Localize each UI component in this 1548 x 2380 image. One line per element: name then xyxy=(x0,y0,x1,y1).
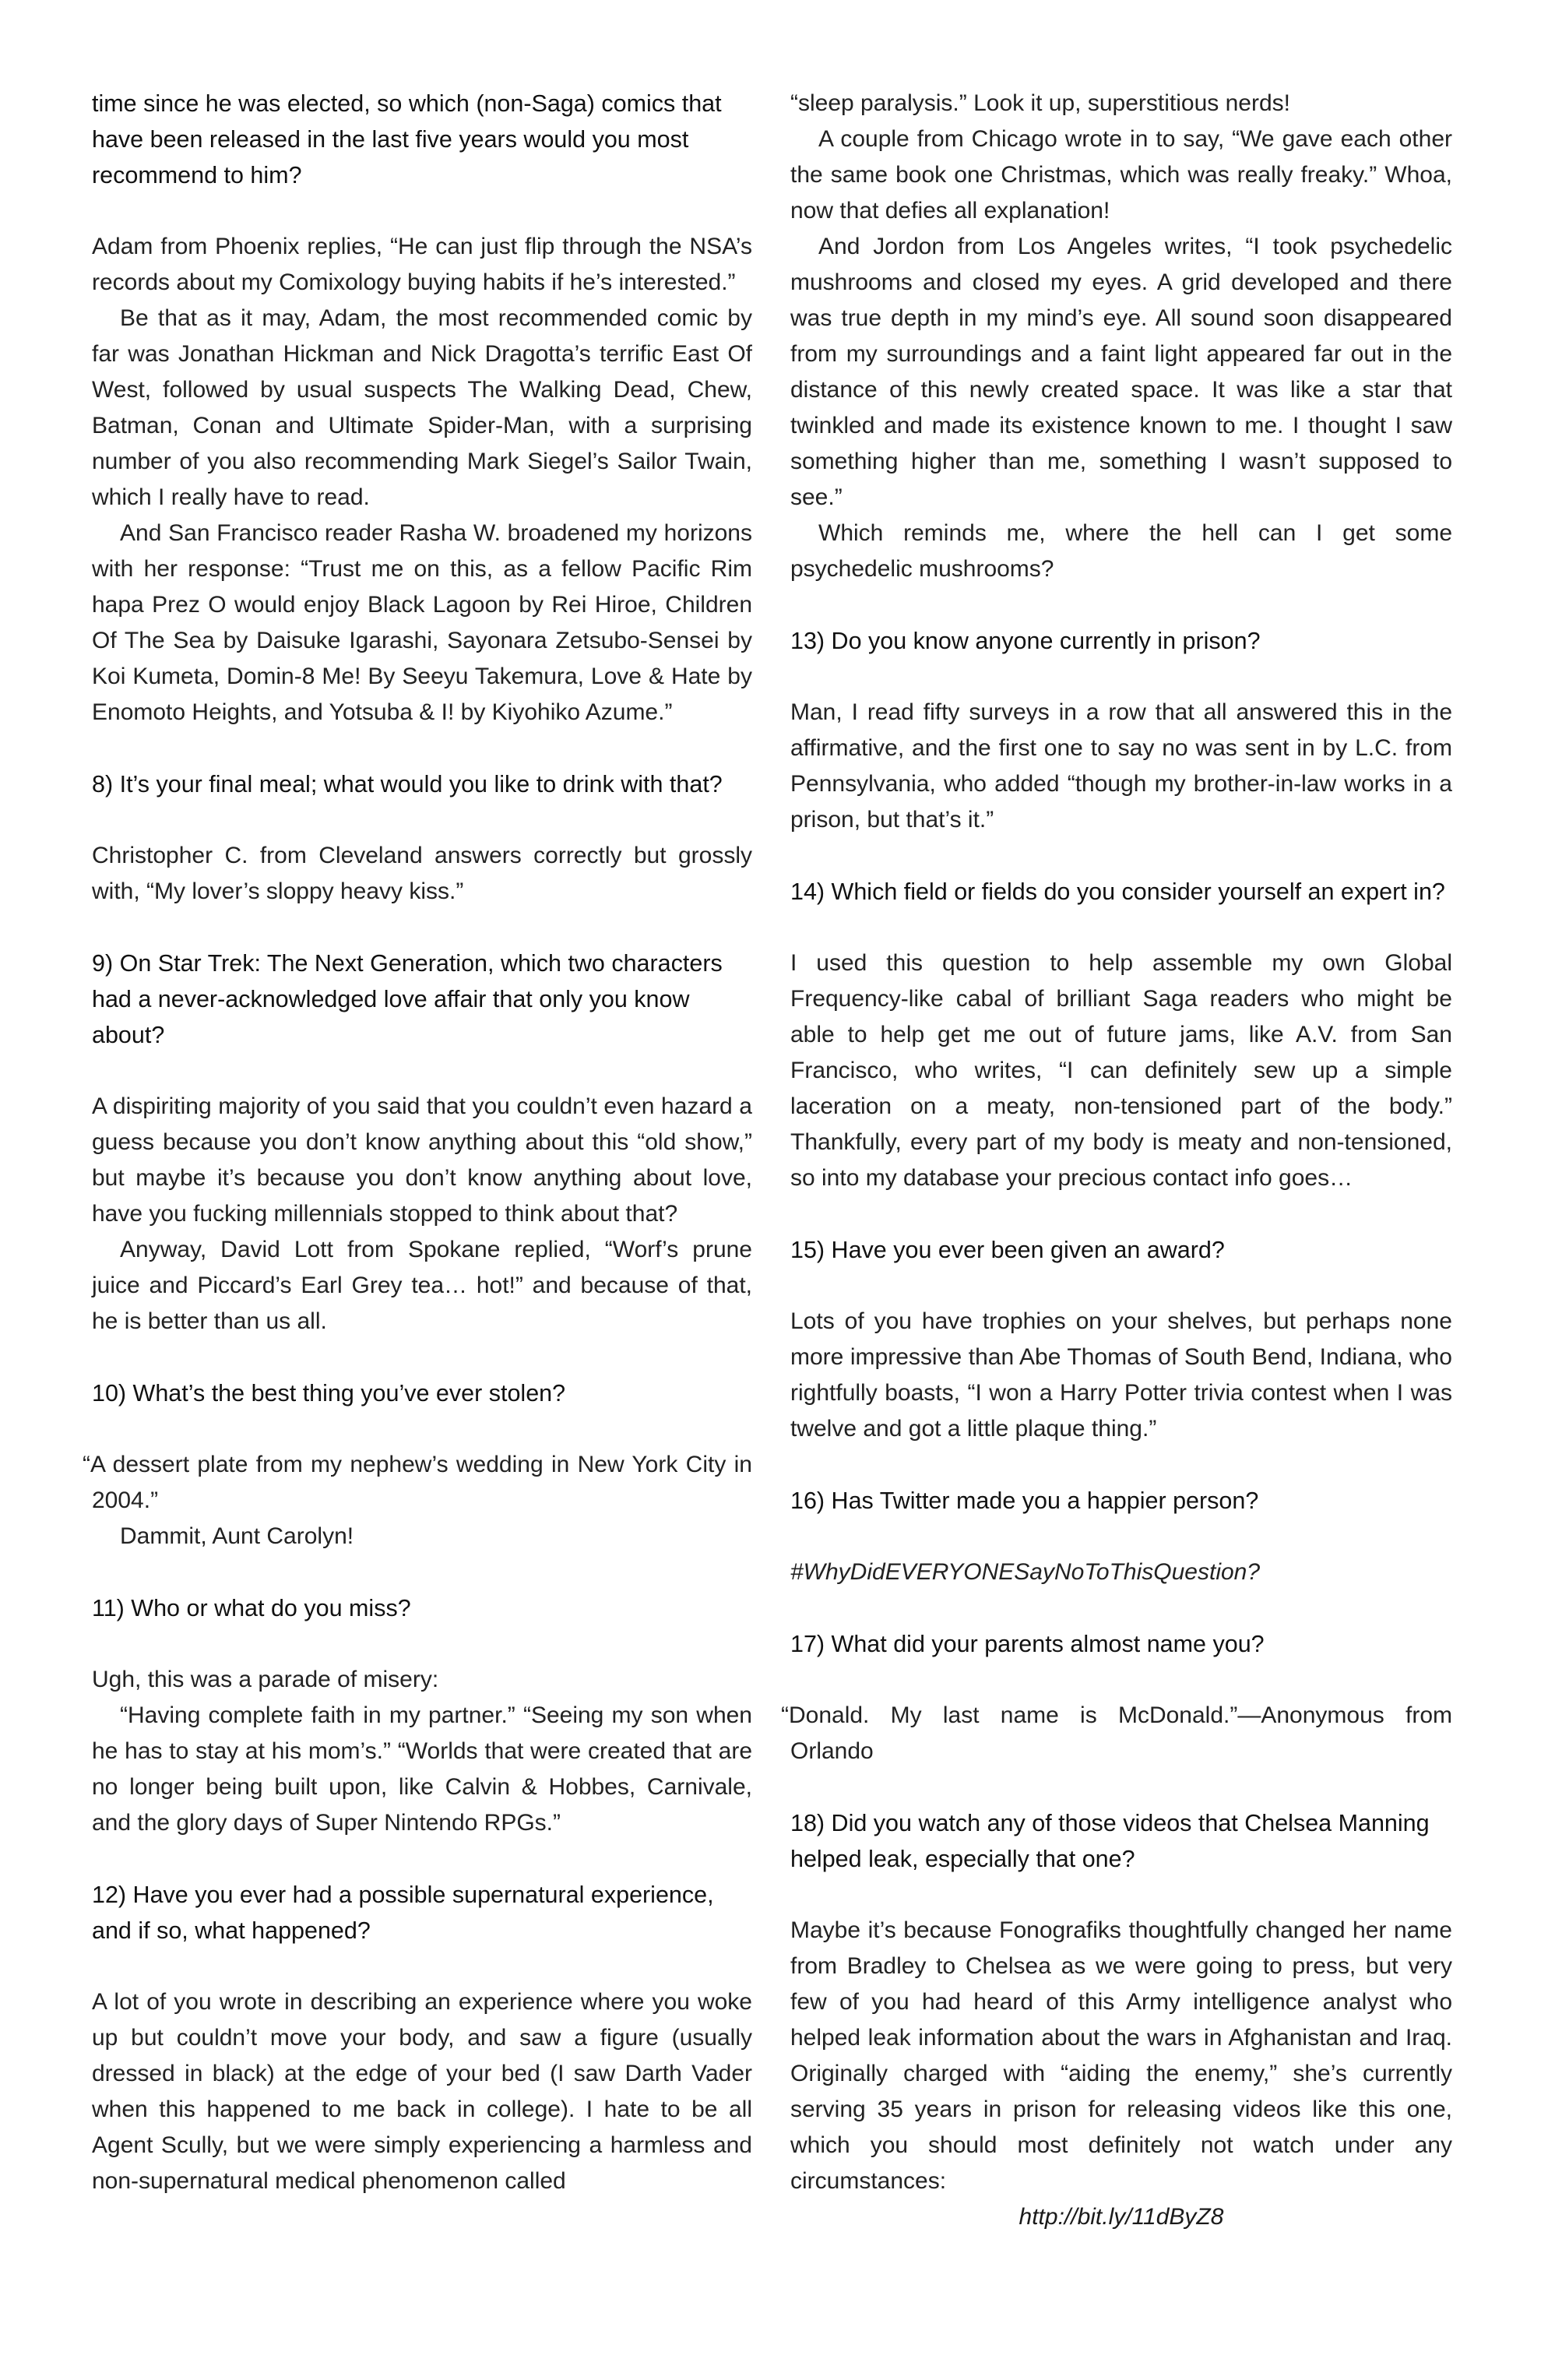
answer-10-paragraph-2: Dammit, Aunt Carolyn! xyxy=(120,1523,354,1549)
answer-13: Man, I read fifty surveys in a row that all answered this in the affirmative, and the first one to say no was sent in by L.C. from Pennsylvania, who added “though my brother-in-law works in a prison, but that’s it.” xyxy=(790,699,1452,833)
answer-7-paragraph-1: Adam from Phoenix replies, “He can just flip through the NSA’s records about my Comixology buying habits if he’s interested.” xyxy=(92,234,752,295)
answer-15: Lots of you have trophies on your shelves, but perhaps none more impressive than Abe Thomas of South Bend, Indiana, who rightfully boasts, “I won a Harry Potter trivia contest when I was twelve and got a little plaque thing.” xyxy=(790,1308,1452,1442)
question-13: 13) Do you know anyone currently in prison? xyxy=(790,628,1261,654)
answer-9-paragraph-1: A dispiriting majority of you said that you couldn’t even hazard a guess because you don’t know anything about this “old show,” but maybe it’s because you don’t know anything about love, have you fucking millennials stopped to think about that? xyxy=(92,1093,752,1227)
question-7-continued: time since he was elected, so which (non-Saga) comics that have been released in the last five years would you most recommend to him? xyxy=(92,90,722,188)
answer-12-paragraph-1: A lot of you wrote in describing an experience where you woke up but couldn’t move your body, and saw a figure (usually dressed in black) at the edge of your bed (I saw Darth Vader when this happened to me back in college). I hate to be all Agent Scully, but we were simply experiencing a harmless and non-supernatural medical phenomenon called xyxy=(92,1989,752,2194)
answer-14: I used this question to help assemble my own Global Frequency-like cabal of brilliant Saga readers who might be able to help get me out of future jams, like A.V. from San Francisco, who writes, “I can definitely sew up a simple laceration on a meaty, non-tensioned part of the body.” Thankfully, every part of my body is meaty and non-tensioned, so into my database your precious contact info goes… xyxy=(790,950,1452,1191)
left-column xyxy=(83,86,752,2199)
answer-7-paragraph-2: Be that as it may, Adam, the most recommended comic by far was Jonathan Hickman and Nick Dragotta’s terrific East Of West, followed by usual suspects The Walking Dead, Chew, Batman, Conan and Ultimate Spider-Man, with a surprising number of you also recommending Mark Siegel’s Sailor Twain, which I really have to read. xyxy=(92,305,752,510)
video-link[interactable]: http://bit.ly/11dByZ8 xyxy=(1019,2204,1224,2230)
answer-9-paragraph-2: Anyway, David Lott from Spokane replied, “Worf’s prune juice and Piccard’s Earl Grey tea… hot!” and because of that, he is better than us all. xyxy=(92,1237,752,1334)
answer-16-hashtag: #WhyDidEVERYONESayNoToThisQuestion? xyxy=(790,1559,1261,1585)
question-16: 16) Has Twitter made you a happier person? xyxy=(790,1488,1259,1514)
question-11: 11) Who or what do you miss? xyxy=(92,1595,411,1621)
answer-12-paragraph-4: Which reminds me, where the hell can I get some psychedelic mushrooms? xyxy=(790,520,1452,582)
question-18: 18) Did you watch any of those videos that Chelsea Manning helped leak, especially that one? xyxy=(790,1810,1430,1872)
question-12: 12) Have you ever had a possible supernatural experience, and if so, what happened? xyxy=(92,1882,714,1944)
answer-11-paragraph-1: Ugh, this was a parade of misery: xyxy=(92,1667,439,1692)
answer-8: Christopher C. from Cleveland answers correctly but grossly with, “My lover’s sloppy heavy kiss.” xyxy=(92,843,752,904)
question-14: 14) Which field or fields do you consider yourself an expert in? xyxy=(790,878,1445,905)
question-15: 15) Have you ever been given an award? xyxy=(790,1237,1225,1263)
answer-18: Maybe it’s because Fonografiks thoughtfully changed her name from Bradley to Chelsea as we were going to press, but very few of you had heard of this Army intelligence analyst who helped leak information about the wars in Afghanistan and Iraq. Originally charged with “aiding the enemy,” she’s currently serving 35 years in prison for releasing videos like this one, which you should most definitely not watch under any circumstances: xyxy=(790,1917,1452,2194)
question-8: 8) It’s your final meal; what would you like to drink with that? xyxy=(92,771,723,797)
answer-17: “Donald. My last name is McDonald.”—Anonymous from Orlando xyxy=(781,1702,1452,1764)
question-10: 10) What’s the best thing you’ve ever stolen? xyxy=(92,1380,566,1407)
answer-7-paragraph-3: And San Francisco reader Rasha W. broadened my horizons with her response: “Trust me on this, as a fellow Pacific Rim hapa Prez O would enjoy Black Lagoon by Rei Hiroe, Children Of The Sea by Daisuke Igarashi, Sayonara Zetsubo-Sensei by Koi Kumeta, Domin-8 Me! By Seeyu Takemura, Love & Hate by Enomoto Heights, and Yotsuba & I! by Kiyohiko Azume.” xyxy=(92,520,752,725)
answer-10-paragraph-1: “A dessert plate from my nephew’s wedding in New York City in 2004.” xyxy=(83,1452,752,1513)
answer-12-paragraph-2: A couple from Chicago wrote in to say, “We gave each other the same book one Christmas, which was really freaky.” Whoa, now that defies all explanation! xyxy=(790,126,1452,224)
question-9: 9) On Star Trek: The Next Generation, which two characters had a never-acknowledged love affair that only you know about? xyxy=(92,950,723,1048)
right-column xyxy=(781,86,1452,2235)
answer-12-paragraph-3: And Jordon from Los Angeles writes, “I took psychedelic mushrooms and closed my eyes. A grid developed and there was true depth in my mind’s eye. All sound soon disappeared from my surroundings and a faint light appeared far out in the distance of this newly created space. It was like a star that twinkled and made its existence known to me. I thought I saw something higher than me, something I wasn’t supposed to see.” xyxy=(790,234,1452,510)
question-17: 17) What did your parents almost name you? xyxy=(790,1631,1265,1657)
answer-12-paragraph-1-continued: “sleep paralysis.” Look it up, superstitious nerds! xyxy=(790,90,1290,116)
answer-11-paragraph-2: “Having complete faith in my partner.” “Seeing my son when he has to stay at his mom’s.” “Worlds that were created that are no longer being built upon, like Calvin & Hobbes, Carnivale, and the glory days of Super Nintendo RPGs.” xyxy=(92,1702,752,1836)
